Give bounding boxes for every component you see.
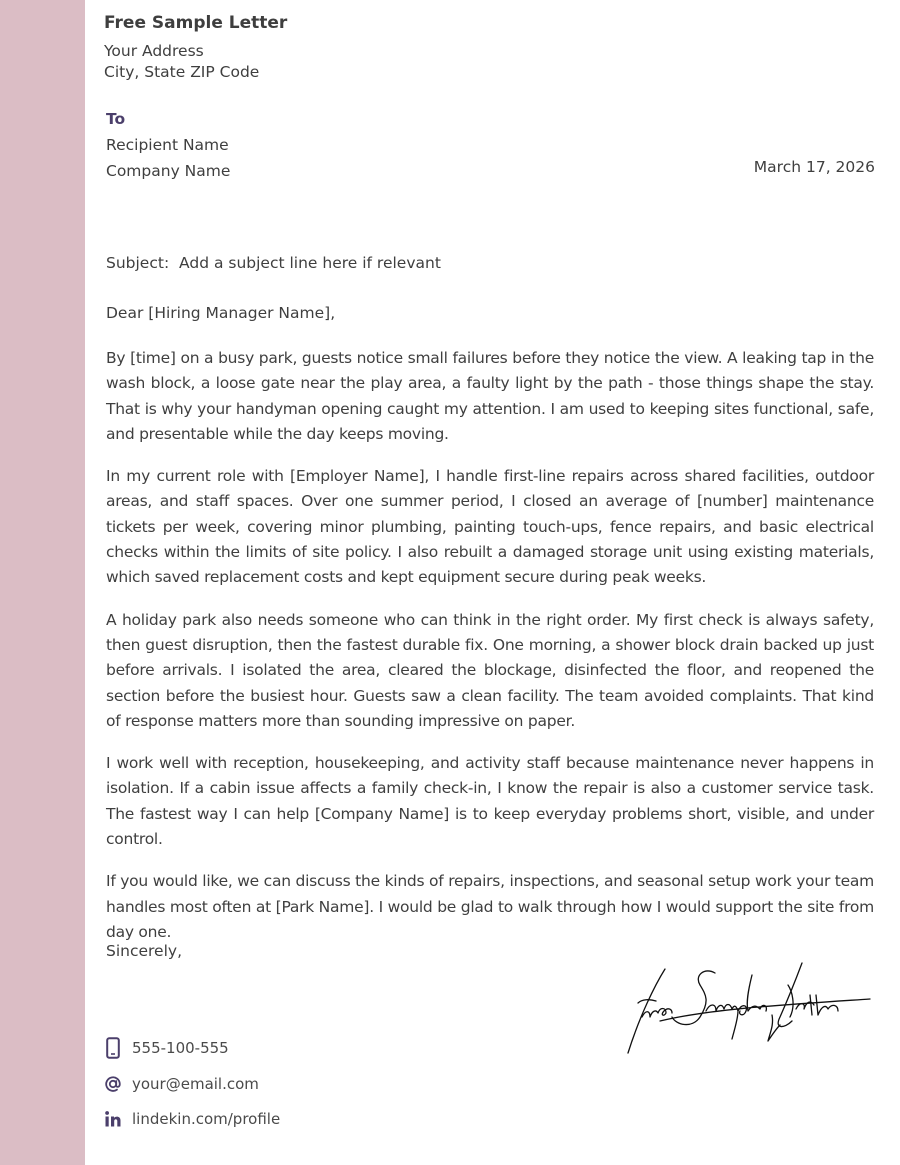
salutation: Dear [Hiring Manager Name], (106, 304, 336, 322)
letter-date: March 17, 2026 (753, 158, 875, 176)
letter-body (106, 346, 874, 962)
sender-address-line1: Your Address (104, 42, 204, 60)
contact-linkedin-row (104, 1107, 280, 1131)
linkedin-icon (104, 1107, 122, 1131)
subject-line: Subject: Add a subject line here if relevant (106, 254, 441, 272)
body-paragraph: A holiday park also needs someone who can think in the right order. My first check is always safety, then guest disruption, then the fastest durable fix. One morning, a shower block drain backed up just before arrivals. I isolated the area, cleared the blockage, disinfected the floor, and reopened the section before the busiest hour. Guests saw a clean facility. The team avoided complaints. That kind of response matters more than sounding impressive on paper. (106, 610, 874, 730)
body-paragraph: By [time] on a busy park, guests notice small failures before they notice the view. A leaking tap in the wash block, a loose gate near the play area, a faulty light by the path - those things shape the stay. That is why your handyman opening caught my attention. I am used to keeping sites functional, safe, and presentable while the day keeps moving. (106, 349, 874, 443)
recipient-company: Company Name (106, 162, 231, 180)
body-paragraph: In my current role with [Employer Name], I handle first-line repairs across shared facilities, outdoor areas, and staff spaces. Over one summer period, I closed an average of [number] maintenance tickets per week, covering minor plumbing, painting touch-ups, fence repairs, and basic electrical checks within the limits of site policy. I also rebuilt a damaged storage unit using existing materials, which saved replacement costs and kept equipment secure during peak weeks. (106, 467, 874, 587)
closing: Sincerely, (106, 942, 183, 960)
contact-email: your@email.com (132, 1075, 259, 1093)
contact-linkedin: lindekin.com/profile (132, 1110, 281, 1128)
recipient-label: To (106, 110, 126, 128)
contact-phone-row (104, 1036, 229, 1060)
recipient-name: Recipient Name (106, 136, 229, 154)
sidebar-band (0, 0, 85, 1165)
contact-phone: 555-100-555 (132, 1039, 229, 1057)
body-paragraph: If you would like, we can discuss the kinds of repairs, inspections, and seasonal setup work your team handles most often at [Park Name]. I would be glad to walk through how I would support the site from day one. (106, 872, 874, 941)
contact-email-row (104, 1072, 259, 1096)
sender-name: Free Sample Letter (104, 13, 288, 33)
phone-icon (104, 1036, 122, 1060)
at-sign-icon (104, 1072, 122, 1096)
body-paragraph: I work well with reception, housekeeping, and activity staff because maintenance never happens in isolation. If a cabin issue affects a family check-in, I know the repair is also a customer service task. The fastest way I can help [Company Name] is to keep everyday problems short, visible, and under control. (106, 754, 874, 849)
signature (620, 955, 875, 1065)
sender-address-line2: City, State ZIP Code (104, 63, 260, 81)
